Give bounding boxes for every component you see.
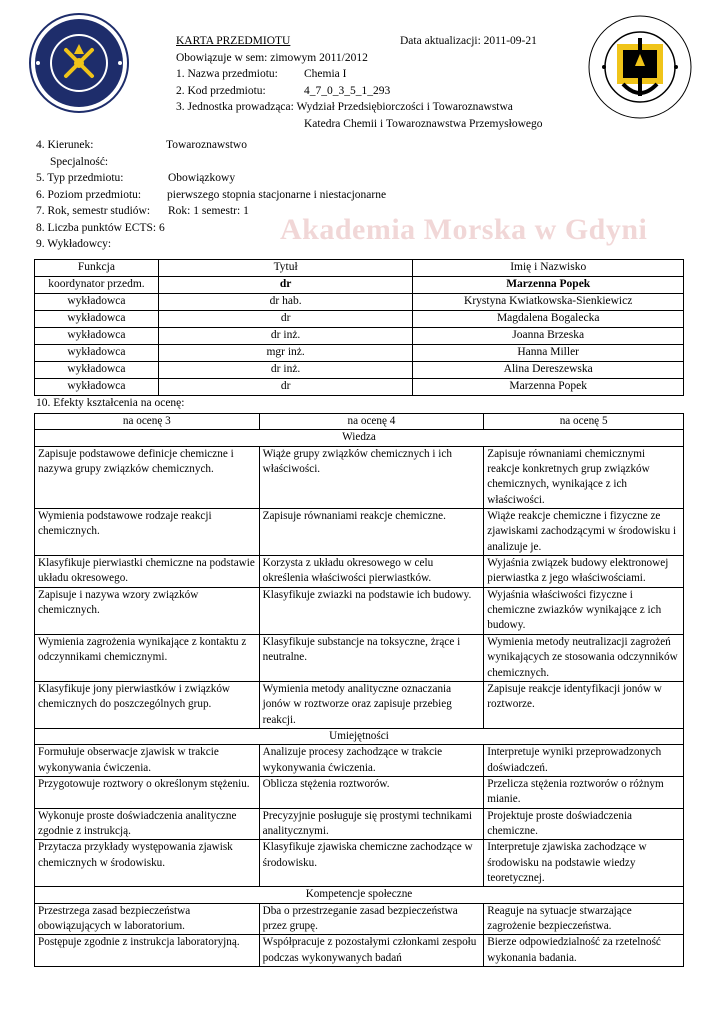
specialty-label: Specjalność:	[50, 155, 109, 168]
lecturer-cell: Magdalena Bogalecka	[413, 311, 684, 328]
lecturer-cell: dr	[158, 277, 413, 294]
outcome-cell: Klasyfikuje substancje na toksyczne, żrące i neutralne.	[259, 634, 484, 681]
outcome-cell: Wiąże reakcje chemiczne i fizyczne ze zjawiskami zachodzącymi w środowisku i analizuje je.	[484, 509, 684, 556]
type-label: 5. Typ przedmiotu:	[36, 172, 124, 184]
outcome-cell: Klasyfikuje zwiazki na podstawie ich budowy.	[259, 587, 484, 634]
outcome-cell: Wymienia podstawowe rodzaje reakcji chemicznych.	[35, 509, 260, 556]
table-row	[35, 446, 684, 508]
subject-name: Chemia I	[304, 68, 347, 80]
lecturer-cell: Hanna Miller	[413, 345, 684, 362]
update-date: Data aktualizacji: 2011-09-21	[400, 35, 537, 47]
category-label: Umiejętności	[35, 728, 684, 744]
table-row	[35, 294, 684, 311]
lecturer-cell: koordynator przedm.	[35, 277, 159, 294]
lecturer-cell: wykładowca	[35, 379, 159, 396]
table-row	[35, 681, 684, 728]
outcomes-table	[34, 413, 684, 967]
subject-name-label: 1. Nazwa przedmiotu:	[176, 68, 278, 80]
outcome-cell: Klasyfikuje zjawiska chemiczne zachodzące w środowisku.	[259, 840, 484, 887]
outcome-cell: Zapisuje równaniami chemicznymi reakcje konkretnych grup związków chemicznych, wynikające z ich właściwości.	[484, 446, 684, 508]
table-row	[35, 903, 684, 935]
unit-department: Katedra Chemii i Towaroznawstwa Przemysłowego	[304, 117, 543, 130]
table-row	[35, 935, 684, 967]
outcome-cell: Formułuje obserwacje zjawisk w trakcie wykonywania ćwiczenia.	[35, 745, 260, 777]
lecturer-cell: dr	[158, 379, 413, 396]
outcome-cell: Przelicza stężenia roztworów o różnym mianie.	[484, 776, 684, 808]
year-semester-label: 7. Rok, semestr studiów:	[36, 205, 151, 217]
level-label: 6. Poziom przedmiotu:	[36, 188, 142, 201]
lecturer-cell: wykładowca	[35, 362, 159, 379]
outcome-cell: Dba o przestrzeganie zasad bezpieczeństwa przez grupę.	[259, 903, 484, 935]
outcome-cell: Analizuje procesy zachodzące w trakcie wykonywania ćwiczenia.	[259, 745, 484, 777]
lecturer-cell: wykładowca	[35, 328, 159, 345]
lecturer-cell: dr inż.	[158, 362, 413, 379]
category-label: Wiedza	[35, 430, 684, 446]
table-row	[35, 509, 684, 556]
outcome-cell: Bierze odpowiedzialność za rzetelność wykonania badania.	[484, 935, 684, 967]
lecturer-cell: Marzenna Popek	[413, 379, 684, 396]
table-row	[35, 277, 684, 294]
grade-header-cell: na ocenę 5	[484, 414, 684, 430]
outcome-cell: Klasyfikuje jony pierwiastków i związków chemicznych do poszczególnych grup.	[35, 681, 260, 728]
outcome-cell: Przytacza przykłady występowania zjawisk chemicznych w środowisku.	[35, 840, 260, 887]
outcome-cell: Wymienia metody analityczne oznaczania jonów w roztworze oraz zapisuje przebieg reakcji.	[259, 681, 484, 728]
social-competence-row	[35, 887, 684, 903]
outcome-cell: Wymienia zagrożenia wynikające z kontaktu z odczynnikami chemicznymi.	[35, 634, 260, 681]
outcome-cell: Oblicza stężenia roztworów.	[259, 776, 484, 808]
type-value: Obowiązkowy	[168, 172, 236, 184]
outcome-cell: Wyjaśnia związek budowy elektronowej pierwiastka z jego właściwościami.	[484, 556, 684, 588]
lecturer-cell: wykładowca	[35, 345, 159, 362]
table-row	[35, 311, 684, 328]
subject-code: 4_7_0_3_5_1_293	[304, 84, 391, 97]
lecturer-cell: Joanna Brzeska	[413, 328, 684, 345]
outcome-cell: Zapisuje równaniami reakcje chemiczne.	[259, 509, 484, 556]
table-row	[35, 587, 684, 634]
lecturer-cell: Krystyna Kwiatkowska-Sienkiewicz	[413, 294, 684, 311]
lecturer-cell: wykładowca	[35, 294, 159, 311]
level-value: pierwszego stopnia stacjonarne i niestacjonarne	[167, 188, 387, 201]
table-row	[35, 556, 684, 588]
skills-row	[35, 728, 684, 744]
outcome-cell: Interpretuje wyniki przeprowadzonych doświadczeń.	[484, 745, 684, 777]
lecturers-header-cell: Imię i Nazwisko	[413, 260, 684, 277]
outcome-cell: Wykonuje proste doświadczenia analityczne zgodnie z instrukcją.	[35, 808, 260, 840]
outcome-cell: Przygotowuje roztwory o określonym stężeniu.	[35, 776, 260, 808]
outcome-cell: Przestrzega zasad bezpieczeństwa obowiązujących w laboratorium.	[35, 903, 260, 935]
outcomes-section-label: 10. Efekty kształcenia na ocenę:	[36, 397, 185, 409]
table-row	[35, 808, 684, 840]
academy-logo	[587, 14, 693, 120]
ects-points: 8. Liczba punktów ECTS: 6	[36, 221, 165, 234]
direction-value: Towaroznawstwo	[166, 139, 247, 151]
outcome-cell: Zapisuje i nazywa wzory związków chemicznych.	[35, 587, 260, 634]
table-row	[35, 776, 684, 808]
table-row	[35, 345, 684, 362]
faculty-logo	[28, 12, 130, 114]
knowledge-row	[35, 430, 684, 446]
outcome-cell: Współpracuje z pozostałymi członkami zespołu podczas wykonywanych badań	[259, 935, 484, 967]
outcome-cell: Wyjaśnia właściwości fizyczne i chemiczne zwiazków wynikające z ich budowy.	[484, 587, 684, 634]
direction-label: 4. Kierunek:	[36, 139, 94, 151]
grade-header-cell: na ocenę 3	[35, 414, 260, 430]
outcome-cell: Projektuje proste doświadczenia chemiczne.	[484, 808, 684, 840]
lecturer-cell: dr hab.	[158, 294, 413, 311]
card-title: KARTA PRZEDMIOTU	[176, 35, 291, 47]
subject-code-label: 2. Kod przedmiotu:	[176, 84, 266, 97]
lecturers-label: 9. Wykładowcy:	[36, 238, 112, 250]
unit-label: 3. Jednostka prowadząca:	[176, 101, 294, 113]
lecturers-header-cell: Tytuł	[158, 260, 413, 277]
document-header	[176, 34, 576, 133]
outcome-cell: Korzysta z układu okresowego w celu określenia właściwości pierwiastków.	[259, 556, 484, 588]
lecturers-header-row	[35, 260, 684, 277]
table-row	[35, 362, 684, 379]
year-semester-value: Rok: 1 semestr: 1	[168, 205, 249, 217]
lecturers-table	[34, 259, 684, 396]
outcome-cell: Precyzyjnie posługuje się prostymi technikami analitycznymi.	[259, 808, 484, 840]
outcome-cell: Reaguje na sytuacje stwarzające zagrożenie bezpieczeństwa.	[484, 903, 684, 935]
outcome-cell: Zapisuje reakcje identyfikacji jonów w roztworze.	[484, 681, 684, 728]
lecturer-cell: Alina Dereszewska	[413, 362, 684, 379]
outcome-cell: Zapisuje podstawowe definicje chemiczne i nazywa grupy związków chemicznych.	[35, 446, 260, 508]
outcome-cell: Klasyfikuje pierwiastki chemiczne na podstawie układu okresowego.	[35, 556, 260, 588]
table-row	[35, 379, 684, 396]
course-info	[36, 138, 716, 254]
valid-semester: Obowiązuje w sem: zimowym 2011/2012	[176, 51, 368, 64]
outcomes-header-row	[35, 414, 684, 430]
lecturer-cell: Marzenna Popek	[413, 277, 684, 294]
unit-faculty: Wydział Przedsiębiorczości i Towaroznawstwa	[296, 101, 513, 113]
lecturer-cell: mgr inż.	[158, 345, 413, 362]
lecturers-header-cell: Funkcja	[35, 260, 159, 277]
table-row	[35, 745, 684, 777]
table-row	[35, 840, 684, 887]
outcome-cell: Interpretuje zjawiska zachodzące w środowisku na podstawie wiedzy teoretycznej.	[484, 840, 684, 887]
category-label: Kompetencje społeczne	[35, 887, 684, 903]
outcome-cell: Postępuje zgodnie z instrukcja laboratoryjną.	[35, 935, 260, 967]
lecturer-cell: dr	[158, 311, 413, 328]
grade-header-cell: na ocenę 4	[259, 414, 484, 430]
outcome-cell: Wymienia metody neutralizacji zagrożeń wynikających ze stosowania odczynników chemicznych.	[484, 634, 684, 681]
lecturer-cell: dr inż.	[158, 328, 413, 345]
lecturer-cell: wykładowca	[35, 311, 159, 328]
table-row	[35, 328, 684, 345]
outcome-cell: Wiąże grupy związków chemicznych i ich właściwości.	[259, 446, 484, 508]
watermark: Akademia Morska w Gdyni	[280, 213, 648, 246]
table-row	[35, 634, 684, 681]
